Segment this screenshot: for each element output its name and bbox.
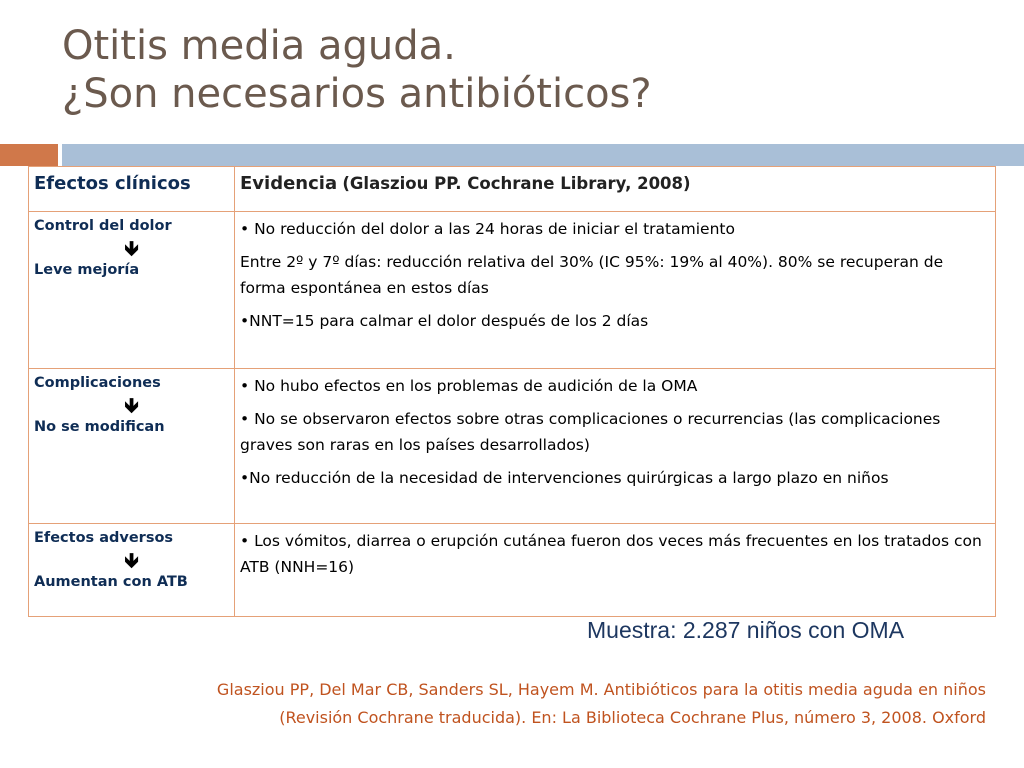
evidence-table: [28, 166, 996, 617]
evidence-cell: [235, 524, 996, 617]
table-row: [29, 212, 996, 369]
effect-result: Aumentan con ATB: [34, 574, 188, 590]
evidence-cell: [235, 212, 996, 369]
effect-cell: [29, 212, 235, 369]
effect-label: Control del dolor: [34, 218, 172, 234]
slide-title: [62, 22, 652, 118]
arrow-down-icon: 🡻: [124, 236, 139, 260]
header-evidence-label: Evidencia: [240, 173, 338, 194]
header-clinical-effects: Efectos clínicos: [29, 167, 235, 212]
slide-title-line-1: Otitis media aguda.: [62, 23, 456, 69]
header-evidence: [235, 167, 996, 212]
evidence-bullet: Entre 2º y 7º días: reducción relativa del 30% (IC 95%: 19% al 40%). 80% se recuperan de forma espontánea en estos días: [240, 253, 944, 297]
citation: [86, 676, 986, 732]
effect-result: Leve mejoría: [34, 262, 140, 278]
effect-cell: [29, 524, 235, 617]
citation-line-1: Glasziou PP, Del Mar CB, Sanders SL, Hayem M. Antibióticos para la otitis media aguda en niños: [216, 680, 986, 699]
table-row: [29, 524, 996, 617]
evidence-bullet: • No se observaron efectos sobre otras complicaciones o recurrencias (las complicaciones graves son raras en los países desarrollados): [240, 410, 941, 454]
evidence-bullet: •No reducción de la necesidad de intervenciones quirúrgicas a largo plazo en niños: [240, 469, 889, 487]
evidence-bullet: • No hubo efectos en los problemas de audición de la OMA: [240, 377, 698, 395]
table-row: [29, 369, 996, 524]
header-evidence-reference: (Glasziou PP. Cochrane Library, 2008): [342, 174, 691, 193]
evidence-cell: [235, 369, 996, 524]
evidence-bullet: • No reducción del dolor a las 24 horas de iniciar el tratamiento: [240, 220, 735, 238]
title-rule-blue: [62, 144, 1024, 166]
sample-size-note: Muestra: 2.287 niños con OMA: [587, 617, 905, 643]
evidence-bullet: •NNT=15 para calmar el dolor después de los 2 días: [240, 312, 649, 330]
effect-cell: [29, 369, 235, 524]
evidence-bullet: • Los vómitos, diarrea o erupción cutánea fueron dos veces más frecuentes en los tratados con ATB (NNH=16): [240, 532, 982, 576]
arrow-down-icon: 🡻: [124, 393, 139, 417]
effect-label: Efectos adversos: [34, 530, 174, 546]
effect-label: Complicaciones: [34, 375, 161, 391]
table-header-row: [29, 167, 996, 212]
arrow-down-icon: 🡻: [124, 548, 139, 572]
effect-result: No se modifican: [34, 419, 165, 435]
title-rule-orange: [0, 144, 58, 166]
citation-line-2: (Revisión Cochrane traducida). En: La Biblioteca Cochrane Plus, número 3, 2008. Oxford: [279, 708, 986, 727]
slide-title-line-2: ¿Son necesarios antibióticos?: [62, 71, 652, 117]
